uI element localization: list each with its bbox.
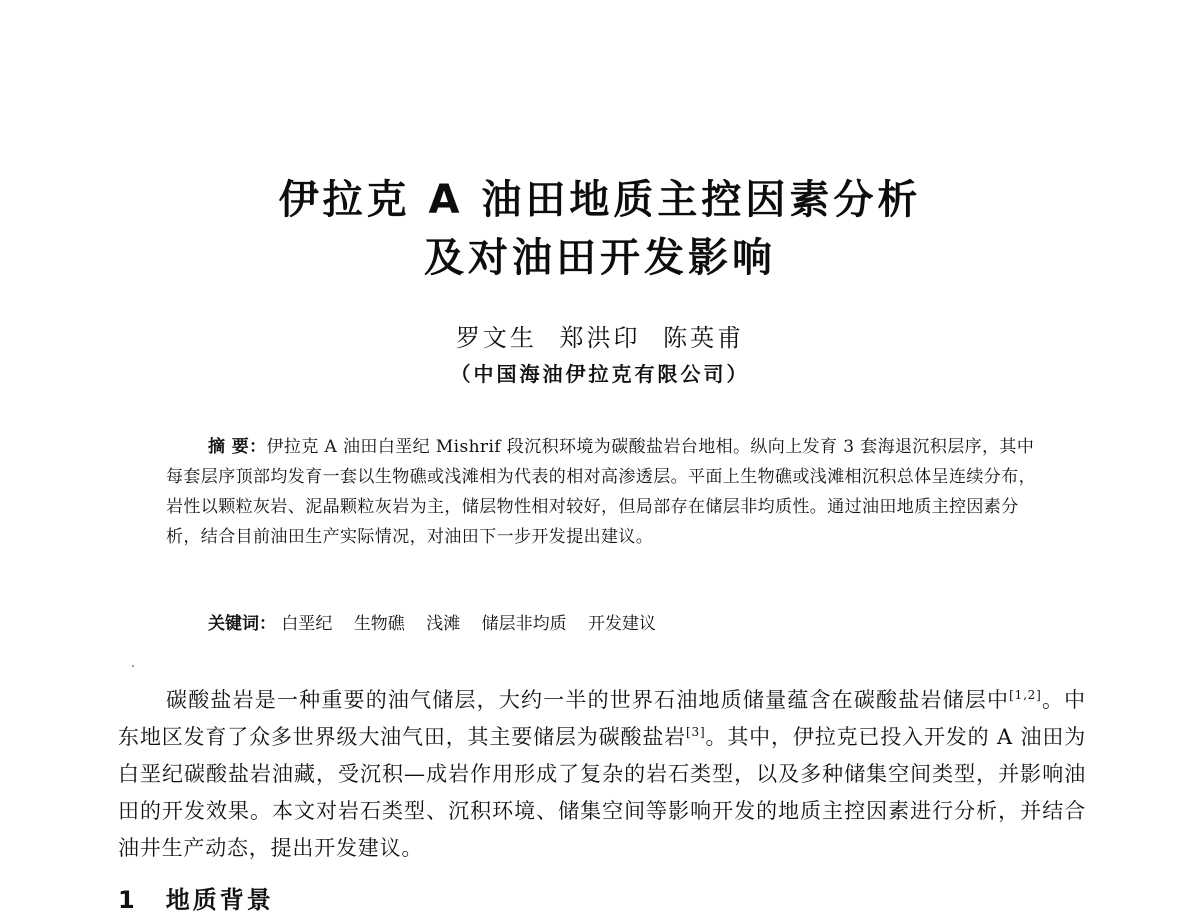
intro-paragraph bbox=[118, 682, 1086, 867]
scan-speck bbox=[132, 665, 134, 667]
section-title: 地质背景 bbox=[165, 886, 274, 914]
paper-title-line-2: 及对油田开发影响 bbox=[424, 235, 776, 281]
citation-ref: [3] bbox=[686, 725, 706, 739]
intro-text-segment: 碳酸盐岩是一种重要的油气储层，大约一半的世界石油地质储量蕴含在碳酸盐岩储层中 bbox=[166, 688, 1010, 712]
abstract-paragraph bbox=[166, 432, 1046, 552]
author-affiliation: （中国海油伊拉克有限公司） bbox=[450, 362, 750, 386]
intro-text-segment: 。中东地区发育了众多世界级大油气田，其主要储层为碳酸盐岩 bbox=[118, 688, 1086, 749]
keyword-item: 储层非均质 bbox=[481, 614, 567, 634]
keywords-list bbox=[281, 614, 672, 634]
keyword-item: 浅滩 bbox=[426, 614, 461, 634]
keyword-item: 生物礁 bbox=[353, 614, 405, 634]
intro-text-segment: 。其中，伊拉克已投入开发的 A 油田为白垩纪碳酸盐岩油藏，受沉积—成岩作用形成了复杂的岩石类型，以及多种储集空间类型，并影响油田的开发效果。本文对岩石类型、沉积环境、储集空间等影响开发的地质主控因素进行分析，并结合油井生产动态，提出开发建议。 bbox=[118, 725, 1086, 860]
keywords-label: 关键词： bbox=[208, 614, 276, 634]
citation-ref: [1,2] bbox=[1009, 688, 1042, 702]
abstract bbox=[166, 432, 1046, 552]
intro-body bbox=[118, 682, 1086, 867]
keyword-item: 白垩纪 bbox=[281, 614, 333, 634]
author-list: 罗文生 郑洪印 陈英甫 bbox=[455, 324, 745, 352]
section-heading bbox=[118, 880, 274, 915]
abstract-text: 伊拉克 A 油田白垩纪 Mishrif 段沉积环境为碳酸盐岩台地相。纵向上发育 3 套海退沉积层序，其中每套层序顶部均发育一套以生物礁或浅滩相为代表的相对高渗透层。平面上生物礁或浅滩相沉积总体呈连续分布，岩性以颗粒灰岩、泥晶颗粒灰岩为主，储层物性相对较好，但局部存在储层非均质性。通过油田地质主控因素分析，结合目前油田生产实际情况，对油田下一步开发提出建议。 bbox=[166, 437, 1036, 547]
section-number: 1 bbox=[118, 886, 138, 914]
paper-title-line-1: 伊拉克 A 油田地质主控因素分析 bbox=[278, 177, 922, 223]
keyword-item: 开发建议 bbox=[588, 614, 657, 634]
abstract-label: 摘 要： bbox=[208, 437, 267, 457]
keywords bbox=[208, 610, 672, 638]
